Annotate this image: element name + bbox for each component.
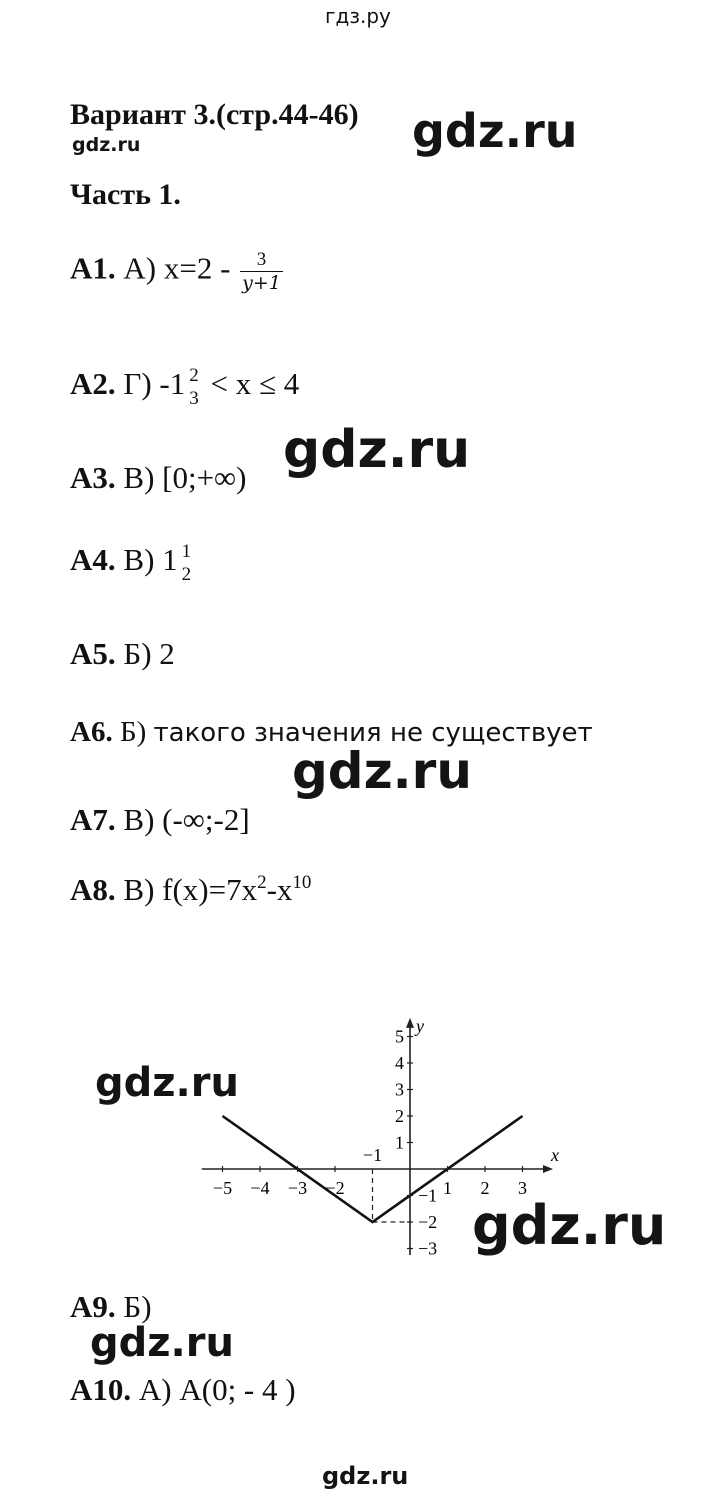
y-tick-label: 5: [395, 1026, 404, 1047]
answer-a8: [70, 872, 311, 908]
answer-value: (-∞;-2]: [162, 802, 250, 837]
x-tick-label: −3: [287, 1178, 308, 1198]
exponent: 10: [292, 872, 312, 893]
page-title: Вариант 3.(стр.44-46): [70, 98, 359, 131]
answer-number: А2.: [70, 366, 116, 402]
answer-letter: Б): [119, 716, 147, 748]
answer-value: 2: [159, 636, 175, 671]
y-tick-label: 4: [395, 1053, 404, 1073]
fraction-numerator: 2: [189, 365, 199, 386]
exponent: 2: [257, 872, 267, 893]
x-tick-label: 3: [518, 1178, 527, 1198]
x-tick-label: 1: [443, 1178, 452, 1198]
answer-number: А7.: [70, 802, 116, 837]
answer-letter: В): [123, 542, 155, 578]
answer-number: А4.: [70, 542, 116, 578]
answer-number: А5.: [70, 636, 116, 671]
watermark: gdz.ru: [90, 1320, 234, 1366]
watermark: gdz.ru: [283, 420, 471, 480]
answer-letter: А): [123, 250, 157, 286]
answer-a10: [70, 1372, 296, 1408]
x-tick-label: 2: [480, 1178, 490, 1198]
watermark: gdz.ru: [412, 104, 578, 158]
y-tick-label: 1: [395, 1132, 404, 1153]
watermark: gdz.ru: [472, 1194, 667, 1257]
watermark: gdz.ru: [95, 1060, 239, 1106]
answer-expression: 1: [162, 542, 178, 578]
answer-number: А8.: [70, 872, 116, 907]
y-axis-arrow: [406, 1018, 414, 1028]
fraction-numerator: 3: [256, 249, 267, 270]
fraction-numerator: 1: [181, 541, 192, 562]
answer-a1: [70, 250, 285, 293]
answer-value: A(0; - 4 ): [179, 1372, 296, 1407]
fraction: [180, 542, 194, 584]
y-tick-label: 2: [395, 1106, 404, 1126]
part-heading: Часть 1.: [70, 178, 181, 211]
x-tick-label: −2: [325, 1178, 345, 1198]
answer-number: А1.: [70, 250, 116, 286]
fraction-denominator: 3: [189, 388, 199, 409]
x-axis-arrow: [543, 1165, 553, 1173]
site-header: гдз.ру: [325, 4, 391, 28]
y-axis-label: y: [416, 1015, 424, 1036]
answer-a4: [70, 542, 195, 584]
fraction-denominator: y+1: [242, 272, 281, 294]
fraction-denominator: 2: [181, 564, 192, 585]
answer-letter: В): [123, 872, 155, 907]
answer-a7: [70, 802, 250, 838]
x-tick-label: −4: [250, 1178, 270, 1198]
x-annotation-label: −1: [362, 1145, 383, 1165]
x-tick-label: −5: [212, 1178, 233, 1198]
answer-a5: [70, 636, 175, 672]
answer-letter: Б): [123, 636, 152, 671]
answer-number: А10.: [70, 1372, 132, 1407]
answer-letter: Б): [123, 1289, 152, 1324]
answer-a2: [70, 366, 299, 408]
answer-expression: x=2 -: [163, 250, 231, 286]
y-tick-label: −1: [418, 1185, 438, 1206]
answer-a3: [70, 460, 246, 496]
fraction: [187, 366, 201, 408]
y-tick-label: −3: [418, 1238, 438, 1255]
y-tick-label: 3: [395, 1079, 404, 1100]
answer-letter: В): [123, 802, 155, 837]
answer-number: А6.: [70, 716, 113, 748]
watermark: gdz.ru: [72, 134, 141, 156]
x-axis-label: x: [551, 1145, 559, 1165]
answer-value: такого значения не существует: [153, 718, 593, 748]
answer-number: А9.: [70, 1289, 116, 1324]
answer-expression: f(x)=7x: [162, 872, 258, 907]
answer-letter: В): [123, 460, 155, 495]
answer-letter: А): [138, 1372, 172, 1407]
watermark: gdz.ru: [292, 742, 472, 800]
answer-value: [0;+∞): [162, 460, 247, 495]
watermark: gdz.ru: [322, 1462, 409, 1490]
y-tick-label: −2: [418, 1212, 438, 1232]
answer-number: А3.: [70, 460, 116, 495]
answer-expression: -x: [266, 872, 293, 907]
answer-expression: -1: [159, 366, 186, 402]
answer-letter: Г): [123, 366, 152, 402]
fraction: [240, 250, 283, 293]
answer-expression-rhs: < x ≤ 4: [210, 366, 300, 402]
